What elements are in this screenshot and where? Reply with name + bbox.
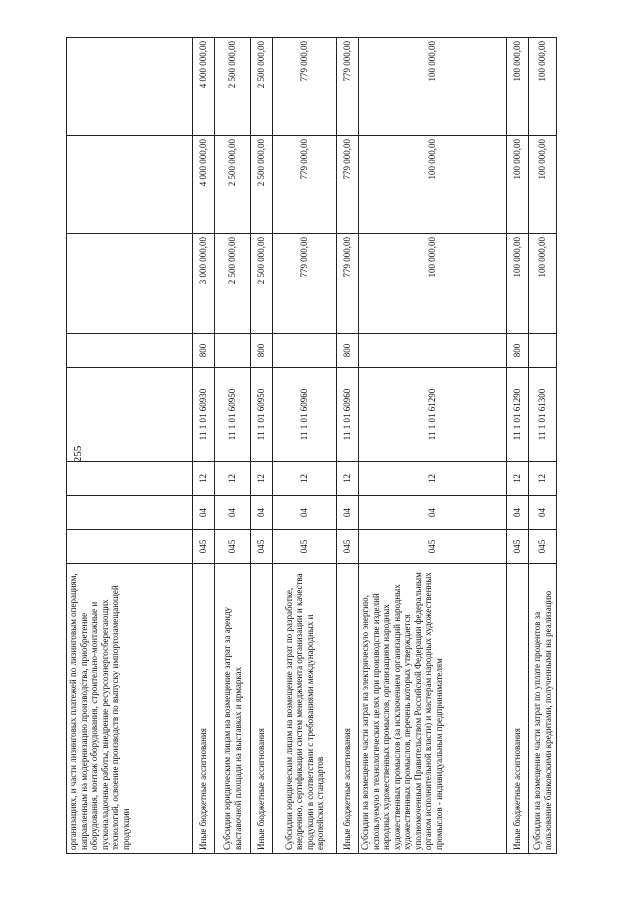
row-amount-year3: 100 000,00 <box>529 38 557 136</box>
row-subsection: 12 <box>529 462 557 496</box>
table-row <box>337 38 359 854</box>
row-amount-year2: 779 000,00 <box>337 136 359 234</box>
row-amount-year2: 779 000,00 <box>273 136 337 234</box>
row-admin-code <box>67 530 193 564</box>
row-amount-year1: 779 000,00 <box>273 234 337 334</box>
row-amount-year1: 100 000,00 <box>529 234 557 334</box>
row-expense-type <box>529 334 557 368</box>
row-amount-year1: 100 000,00 <box>507 234 529 334</box>
row-amount-year2: 100 000,00 <box>529 136 557 234</box>
row-subsection: 12 <box>251 462 273 496</box>
row-section: 04 <box>273 496 337 530</box>
row-expense-type: 800 <box>507 334 529 368</box>
row-name: Субсидии на возмещение части затрат по уплате процентов за пользование банковскими кредитами, полученными на реализацию <box>529 564 557 854</box>
row-expense-type: 800 <box>193 334 215 368</box>
row-amount-year3: 100 000,00 <box>359 38 507 136</box>
row-subsection: 12 <box>359 462 507 496</box>
row-expense-type <box>67 334 193 368</box>
table-row <box>507 38 529 854</box>
table-row <box>529 38 557 854</box>
row-amount-year1: 3 000 000,00 <box>193 234 215 334</box>
row-amount-year3: 779 000,00 <box>273 38 337 136</box>
row-subsection: 12 <box>273 462 337 496</box>
row-section: 04 <box>193 496 215 530</box>
row-target-article: 11 1 01 60930 <box>193 368 215 462</box>
row-amount-year1: 100 000,00 <box>359 234 507 334</box>
row-name: Субсидии юридическим лицам на возмещение затрат по разработке, внедрению, сертификации систем менеджмента организации и качества продукции в соответствии с требованиями международных и европейских стандартов <box>273 564 337 854</box>
row-target-article: 11 1 01 60950 <box>251 368 273 462</box>
row-amount-year1 <box>67 234 193 334</box>
row-section <box>67 496 193 530</box>
row-amount-year2: 2 500 000,00 <box>215 136 251 234</box>
table-row <box>193 38 215 854</box>
row-subsection <box>67 462 193 496</box>
row-admin-code: 045 <box>193 530 215 564</box>
budget-table <box>66 37 557 854</box>
row-target-article: 11 1 01 61290 <box>507 368 529 462</box>
row-section: 04 <box>507 496 529 530</box>
row-amount-year3: 779 000,00 <box>337 38 359 136</box>
row-expense-type <box>359 334 507 368</box>
table-row <box>67 38 193 854</box>
row-subsection: 12 <box>337 462 359 496</box>
row-target-article: 11 1 01 60960 <box>273 368 337 462</box>
row-target-article: 11 1 01 61300 <box>529 368 557 462</box>
row-subsection: 12 <box>193 462 215 496</box>
row-section: 04 <box>359 496 507 530</box>
row-section: 04 <box>215 496 251 530</box>
row-amount-year2 <box>67 136 193 234</box>
row-target-article: 11 1 01 61290 <box>359 368 507 462</box>
row-amount-year1: 2 500 000,00 <box>215 234 251 334</box>
row-admin-code: 045 <box>529 530 557 564</box>
row-amount-year3: 2 500 000,00 <box>215 38 251 136</box>
row-amount-year2: 4 000 000,00 <box>193 136 215 234</box>
row-amount-year2: 100 000,00 <box>507 136 529 234</box>
row-amount-year3: 4 000 000,00 <box>193 38 215 136</box>
row-subsection: 12 <box>507 462 529 496</box>
table-row <box>273 38 337 854</box>
row-admin-code: 045 <box>359 530 507 564</box>
table-row <box>215 38 251 854</box>
row-amount-year3 <box>67 38 193 136</box>
row-admin-code: 045 <box>251 530 273 564</box>
row-admin-code: 045 <box>507 530 529 564</box>
row-target-article: 11 1 01 60960 <box>337 368 359 462</box>
row-name: Иные бюджетные ассигнования <box>193 564 215 854</box>
row-name: Иные бюджетные ассигнования <box>251 564 273 854</box>
row-amount-year2: 2 500 000,00 <box>251 136 273 234</box>
row-section: 04 <box>251 496 273 530</box>
row-amount-year1: 2 500 000,00 <box>251 234 273 334</box>
row-admin-code: 045 <box>215 530 251 564</box>
row-name: Иные бюджетные ассигнования <box>507 564 529 854</box>
row-amount-year3: 2 500 000,00 <box>251 38 273 136</box>
row-expense-type <box>273 334 337 368</box>
row-target-article <box>67 368 193 462</box>
row-target-article: 11 1 01 60950 <box>215 368 251 462</box>
row-subsection: 12 <box>215 462 251 496</box>
row-expense-type: 800 <box>337 334 359 368</box>
page-number: 255 <box>72 445 84 463</box>
row-section: 04 <box>337 496 359 530</box>
row-section: 04 <box>529 496 557 530</box>
row-name: организациях, и части лизинговых платежей по лизинговым операциям, направленным на модернизацию производства, приобретение оборудования, монтаж оборудования, строительно-монтажные и пусконаладочные работы, внедрение ресурсоэнергосберегающих технологий, освоение производств по выпуску импортозамещающей продукции <box>67 564 193 854</box>
table-row <box>251 38 273 854</box>
row-name: Субсидии юридическим лицам на возмещение затрат за аренду выставочной площади на выставках и ярмарках <box>215 564 251 854</box>
row-admin-code: 045 <box>337 530 359 564</box>
table-row <box>359 38 507 854</box>
row-name: Иные бюджетные ассигнования <box>337 564 359 854</box>
budget-table-container <box>66 38 556 854</box>
row-admin-code: 045 <box>273 530 337 564</box>
row-expense-type: 800 <box>251 334 273 368</box>
row-amount-year1: 779 000,00 <box>337 234 359 334</box>
row-expense-type <box>215 334 251 368</box>
row-amount-year2: 100 000,00 <box>359 136 507 234</box>
row-amount-year3: 100 000,00 <box>507 38 529 136</box>
row-name: Субсидии на возмещение части затрат на электрическую энергию, используемую в технологических целях при производстве изделий народных художественных промыслов, организациям народных художественных промыслов (за исключением организаций народных художественных промыслов, перечень которых утверждается уполномоченным Правительством Российской Федерации федеральным органом исполнительной власти) и мастерам народных художественных промыслов - индивидуальным предпринимателям <box>359 564 507 854</box>
